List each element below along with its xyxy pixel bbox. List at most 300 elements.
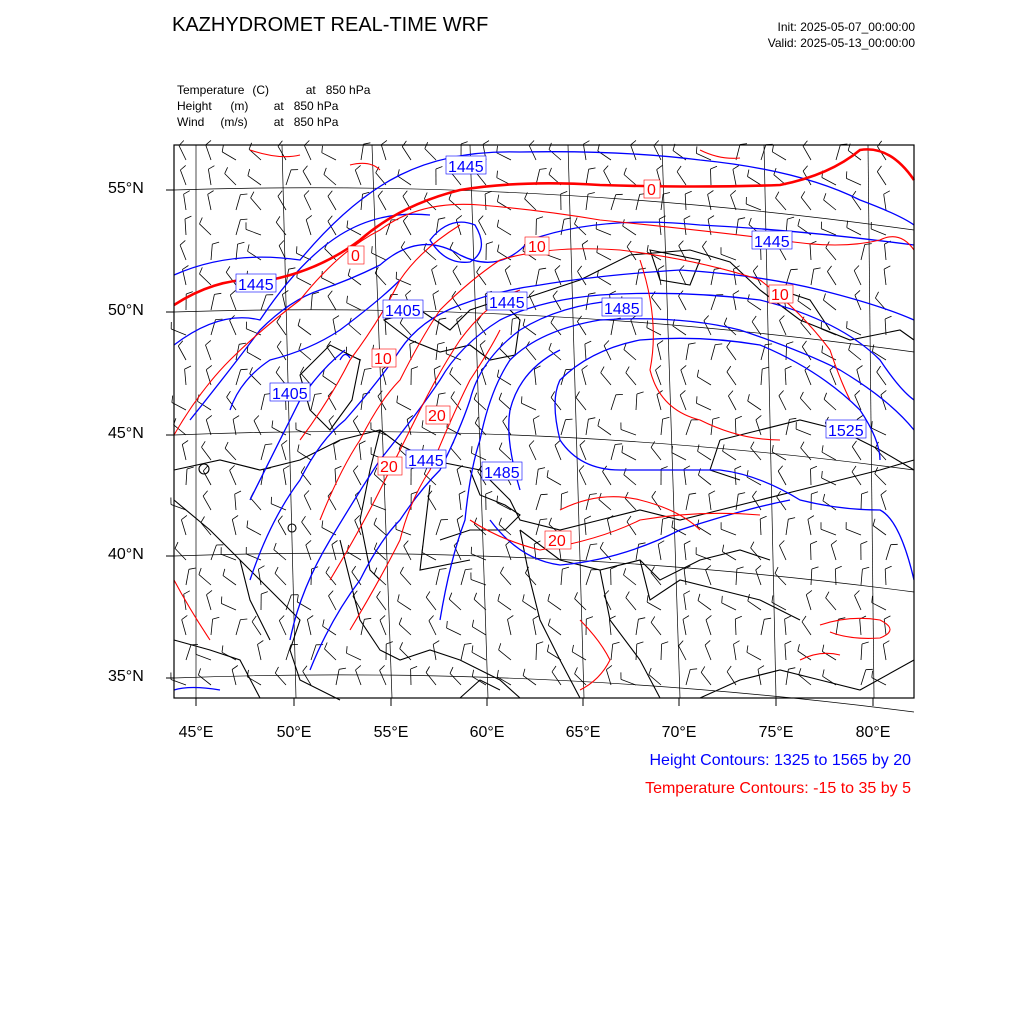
wind-barb-flag xyxy=(381,140,387,144)
wind-barb-flag xyxy=(652,491,656,497)
wind-barb xyxy=(425,149,436,160)
wind-barb xyxy=(374,524,386,535)
wind-barb xyxy=(449,599,461,610)
wind-barb-flag xyxy=(537,642,544,644)
variable-level: at 850 hPa xyxy=(305,83,371,97)
wind-barb xyxy=(624,575,637,585)
wind-barb xyxy=(426,673,436,686)
wind-barb xyxy=(808,519,811,535)
variable-name: Height xyxy=(177,99,212,113)
wind-barb xyxy=(734,644,737,660)
wind-barb xyxy=(472,652,486,660)
wind-barb xyxy=(711,345,715,360)
height-label: 1445 xyxy=(408,453,444,470)
wind-barb-flag xyxy=(555,265,560,270)
wind-barb-flag xyxy=(862,567,869,569)
wind-barb xyxy=(830,370,836,385)
wind-barb-flag xyxy=(881,490,887,494)
wind-barb xyxy=(881,495,886,510)
wind-barb xyxy=(586,570,591,585)
wind-barb-flag xyxy=(216,319,223,320)
wind-barb xyxy=(258,569,261,585)
wind-barb-flag xyxy=(549,518,552,525)
wind-barb-flag xyxy=(722,545,723,552)
wind-barb-flag xyxy=(335,466,341,469)
wind-barb xyxy=(599,500,611,510)
wind-barb-flag xyxy=(697,396,698,403)
wind-barb-flag xyxy=(552,666,556,672)
wind-barb xyxy=(625,498,636,510)
height-label: 1445 xyxy=(238,277,274,294)
wind-barb-flag xyxy=(727,366,731,372)
wind-barb-flag xyxy=(182,441,188,445)
wind-barb xyxy=(175,548,186,560)
wind-barb-flag xyxy=(547,470,548,477)
wind-barb-flag xyxy=(523,319,525,326)
wind-barb-flag xyxy=(252,616,256,622)
wind-barb xyxy=(311,394,315,410)
wind-barb xyxy=(258,644,262,660)
wind-barb-flag xyxy=(855,290,860,295)
wind-barb-flag xyxy=(386,642,393,644)
wind-barb-flag xyxy=(208,191,214,195)
temperature-contours xyxy=(174,149,914,690)
wind-barb-flag xyxy=(348,269,350,276)
wind-barb-flag xyxy=(562,492,569,494)
wind-barb xyxy=(586,545,590,560)
wind-barb-flag xyxy=(208,166,214,170)
wind-barb-flag xyxy=(779,541,784,546)
wind-barb xyxy=(586,169,589,185)
wind-barb-flag xyxy=(239,343,246,344)
wind-barb-flag xyxy=(411,666,418,669)
wind-barb-flag xyxy=(661,467,668,470)
wind-barb xyxy=(181,520,186,535)
wind-barb xyxy=(575,224,587,235)
wind-barb xyxy=(207,595,212,610)
wind-barb-flag xyxy=(697,370,698,377)
wind-barb xyxy=(611,445,615,461)
wind-barb xyxy=(758,669,761,685)
wind-barb-flag xyxy=(762,367,769,369)
wind-barb-flag xyxy=(453,266,457,272)
variable-name: Wind xyxy=(177,115,205,129)
wind-barb-flag xyxy=(184,591,190,594)
wind-barb-flag xyxy=(679,241,684,246)
wind-barb xyxy=(798,651,811,660)
wind-barb-flag xyxy=(275,567,278,573)
wind-barb xyxy=(279,621,286,636)
wind-barb xyxy=(302,522,311,535)
wind-barb xyxy=(579,471,586,486)
wind-barb xyxy=(261,295,266,310)
wind-barb xyxy=(748,601,761,610)
wind-barb xyxy=(686,344,689,360)
lon-label-70e: 70°E xyxy=(661,724,697,741)
wind-barb-flag xyxy=(323,619,325,626)
wind-barb xyxy=(727,672,736,685)
wind-barb-flag xyxy=(738,218,745,220)
wind-barb-flag xyxy=(885,566,891,569)
wind-barb xyxy=(347,303,361,310)
wind-barb-flag xyxy=(339,668,346,669)
wind-barb xyxy=(624,350,636,360)
wind-barb xyxy=(457,470,461,486)
wind-barb-flag xyxy=(852,441,856,447)
wind-barb xyxy=(827,272,836,286)
wind-barb-flag xyxy=(663,417,670,419)
wind-barb xyxy=(298,326,311,336)
wind-barb-flag xyxy=(276,366,280,372)
wind-barb-flag xyxy=(706,615,711,619)
wind-barb-flag xyxy=(865,244,872,245)
wind-barb-flag xyxy=(798,644,800,651)
wind-barb-flag xyxy=(561,191,568,194)
wind-barb-flag xyxy=(456,215,462,219)
wind-barb xyxy=(679,246,686,260)
wind-barb-flag xyxy=(201,517,205,523)
wind-barb xyxy=(802,622,811,635)
wind-barb-flag xyxy=(823,494,825,501)
wind-barb xyxy=(847,328,861,335)
lon-label-50e: 50°E xyxy=(276,724,312,741)
wind-barb-flag xyxy=(223,569,225,576)
wind-barb-flag xyxy=(472,670,473,677)
wind-barb xyxy=(332,545,336,561)
wind-barb-flag xyxy=(212,242,219,244)
init-time: Init: 2025-05-07_00:00:00 xyxy=(777,20,915,34)
wind-barb-flag xyxy=(806,590,812,594)
wind-barb-flag xyxy=(214,293,221,294)
wind-barb-flag xyxy=(251,192,254,198)
wind-barb xyxy=(261,394,265,410)
wind-barb xyxy=(585,519,586,535)
wind-barb xyxy=(871,229,886,235)
wind-barb-flag xyxy=(711,166,718,169)
wind-barb-flag xyxy=(637,392,644,394)
wind-barb-flag xyxy=(328,191,332,196)
wind-barb xyxy=(355,170,361,185)
wind-barb xyxy=(831,545,836,560)
wind-barb-flag xyxy=(429,616,434,621)
wind-barb xyxy=(254,421,261,435)
wind-barb xyxy=(451,448,461,460)
wind-barb xyxy=(886,545,891,560)
wind-barb xyxy=(523,601,536,610)
wind-barb-flag xyxy=(824,193,826,200)
temperature-label: 10 xyxy=(771,287,789,304)
wind-barb-flag xyxy=(497,171,498,178)
wind-barb-flag xyxy=(303,166,308,171)
wind-barb-flag xyxy=(872,596,873,603)
wind-barb-flag xyxy=(289,268,296,269)
wind-barb xyxy=(586,495,590,511)
wind-barb-flag xyxy=(447,621,448,628)
wind-barb-flag xyxy=(862,492,869,494)
temperature-label: 0 xyxy=(351,248,360,265)
wind-barb xyxy=(706,570,711,585)
wind-barb-flag xyxy=(626,592,630,598)
wind-barb-flag xyxy=(663,193,670,195)
wind-barb-flag xyxy=(852,466,856,472)
wind-barb xyxy=(225,448,236,460)
wind-barb xyxy=(877,172,886,185)
wind-barb-flag xyxy=(233,416,239,420)
wind-barb-flag xyxy=(202,441,206,447)
wind-barb-flag xyxy=(326,567,330,573)
wind-barb xyxy=(756,420,761,435)
wind-barb xyxy=(359,444,361,460)
wind-barb-flag xyxy=(272,421,273,428)
wind-barb xyxy=(553,296,561,310)
wind-barb xyxy=(500,349,511,360)
wind-barb-flag xyxy=(586,617,593,619)
wind-barb xyxy=(596,229,611,235)
wind-barb xyxy=(381,145,386,160)
wind-barb-flag xyxy=(884,266,890,269)
wind-barb xyxy=(761,619,764,635)
wind-barb-flag xyxy=(734,641,740,645)
wind-barb-flag xyxy=(657,165,663,169)
wind-barb xyxy=(361,394,363,410)
wind-barb xyxy=(702,247,711,261)
wind-barb-flag xyxy=(172,396,173,403)
wind-barb-flag xyxy=(329,416,334,421)
wind-barb xyxy=(306,545,311,560)
wind-barb xyxy=(796,429,811,435)
wind-barb xyxy=(709,494,711,510)
wind-barb-flag xyxy=(600,542,603,548)
wind-barb-flag xyxy=(609,616,615,619)
wind-barb xyxy=(410,344,411,360)
wind-barb xyxy=(311,294,312,310)
wind-barb xyxy=(325,649,337,660)
wind-barb-flag xyxy=(662,642,669,644)
wind-barb xyxy=(436,569,440,585)
wind-barb xyxy=(826,248,836,260)
wind-barb-flag xyxy=(304,491,309,496)
wind-barb-flag xyxy=(328,291,332,297)
variable-name: Temperature xyxy=(177,83,245,97)
wind-barb-flag xyxy=(279,241,284,246)
variable-level: at 850 hPa xyxy=(273,115,339,129)
wind-barb-flag xyxy=(249,143,252,150)
wind-barb-flag xyxy=(758,666,764,670)
wind-barb xyxy=(778,471,786,485)
wind-barb xyxy=(776,198,787,210)
wind-barb xyxy=(658,544,661,560)
wind-barb xyxy=(706,620,711,635)
wind-barb-flag xyxy=(812,567,819,569)
wind-barb xyxy=(208,169,211,185)
wind-barb-flag xyxy=(731,190,736,195)
wind-barb xyxy=(852,472,861,485)
wind-barb xyxy=(801,197,811,210)
wind-barb xyxy=(246,229,261,235)
wind-barb xyxy=(511,319,512,335)
wind-barb-flag xyxy=(684,216,690,219)
wind-barb xyxy=(453,271,461,285)
wind-barb xyxy=(604,346,611,360)
wind-barb-flag xyxy=(352,566,356,572)
wind-barb xyxy=(735,419,736,435)
wind-barb xyxy=(450,673,461,685)
wind-barb xyxy=(811,544,812,560)
wind-barb xyxy=(624,475,636,485)
wind-barb xyxy=(855,595,862,610)
wind-barb-flag xyxy=(254,416,259,421)
wind-barb xyxy=(232,519,236,535)
wind-barb xyxy=(436,520,441,535)
wind-barb-flag xyxy=(377,591,381,597)
wind-barb-flag xyxy=(877,366,881,372)
wind-barb xyxy=(735,469,736,485)
wind-barb-flag xyxy=(250,367,253,373)
wind-barb xyxy=(786,419,789,435)
wind-barb-flag xyxy=(601,367,604,373)
wind-barb-flag xyxy=(175,542,178,548)
wind-barb-flag xyxy=(322,521,323,528)
wind-barb-flag xyxy=(776,192,779,198)
wind-barb xyxy=(810,244,811,260)
wind-barb xyxy=(211,619,213,635)
wind-barb-flag xyxy=(638,618,645,620)
wind-barb xyxy=(884,269,886,285)
wind-barb xyxy=(525,199,536,210)
wind-barb-flag xyxy=(248,244,250,251)
wind-barb-flag xyxy=(862,642,869,644)
wind-barb xyxy=(547,477,561,485)
wind-barb-flag xyxy=(378,191,383,196)
wind-barb-flag xyxy=(778,466,783,471)
wind-barb xyxy=(500,573,511,585)
wind-barb xyxy=(698,601,711,610)
wind-barb-flag xyxy=(433,291,439,295)
wind-barb-flag xyxy=(713,417,720,419)
wind-barb-flag xyxy=(583,141,589,145)
wind-barb-flag xyxy=(549,143,551,150)
lon-label-55e: 55°E xyxy=(373,724,409,741)
wind-barb xyxy=(748,301,761,310)
wind-barb xyxy=(186,645,191,660)
wind-barb-flag xyxy=(578,266,582,272)
wind-barb xyxy=(686,420,691,435)
wind-barb-flag xyxy=(575,592,578,598)
wind-barb xyxy=(684,544,686,560)
wind-barb-flag xyxy=(753,266,758,271)
wind-barb-flag xyxy=(751,542,754,548)
wind-barb xyxy=(236,220,240,235)
wind-barb xyxy=(561,420,566,435)
wind-barb-flag xyxy=(533,616,539,620)
wind-barb-flag xyxy=(811,541,818,544)
wind-barb-flag xyxy=(580,440,585,445)
wind-barb-flag xyxy=(325,643,328,649)
wind-barb xyxy=(347,653,362,660)
wind-barb-flag xyxy=(803,166,808,171)
wind-barb xyxy=(883,644,886,660)
wind-barb-flag xyxy=(708,216,714,220)
wind-barb xyxy=(230,470,236,485)
wind-barb-flag xyxy=(222,145,223,152)
wind-barb xyxy=(180,170,186,185)
wind-barb xyxy=(196,654,211,660)
wind-barb xyxy=(811,569,812,585)
wind-barb xyxy=(785,644,786,660)
wind-barb-flag xyxy=(626,367,629,373)
wind-barb-flag xyxy=(198,668,200,675)
wind-barb xyxy=(561,569,562,585)
wind-barb xyxy=(823,300,836,310)
wind-barb xyxy=(677,172,686,185)
wind-barb xyxy=(499,650,511,660)
wind-barb-flag xyxy=(538,468,545,470)
wind-barb-flag xyxy=(701,666,705,672)
wind-barb xyxy=(380,670,386,685)
wind-barb-flag xyxy=(615,444,622,445)
wind-barb-flag xyxy=(733,166,739,170)
wind-barb-flag xyxy=(585,516,591,519)
wind-barb xyxy=(361,369,365,385)
wind-barb-flag xyxy=(472,620,473,627)
wind-barb xyxy=(508,619,512,635)
wind-barb-flag xyxy=(697,520,698,527)
wind-barb xyxy=(779,545,786,560)
wind-barb xyxy=(822,652,836,661)
wind-barb-flag xyxy=(347,221,348,228)
wind-barb xyxy=(347,228,361,236)
wind-barb-flag xyxy=(240,619,247,620)
wind-barb xyxy=(277,322,286,335)
wind-barb-flag xyxy=(355,165,360,170)
wind-barb-flag xyxy=(872,671,873,678)
wind-barb xyxy=(855,295,861,310)
wind-barb-flag xyxy=(738,493,745,495)
wind-barb-flag xyxy=(398,594,400,601)
wind-barb xyxy=(372,253,386,260)
wind-barb xyxy=(247,527,261,535)
wind-barb xyxy=(503,421,511,435)
wind-barb-flag xyxy=(861,541,868,544)
wind-barb xyxy=(697,377,711,385)
wind-barb-flag xyxy=(801,442,804,448)
wind-barb xyxy=(873,526,886,536)
wind-barb-flag xyxy=(347,646,348,653)
wind-barb-flag xyxy=(689,493,696,494)
wind-barb xyxy=(651,622,661,635)
wind-barb xyxy=(252,622,261,635)
wind-barb xyxy=(377,597,386,610)
wind-barb xyxy=(303,171,311,185)
wind-barb-flag xyxy=(539,268,546,269)
wind-barb xyxy=(386,220,391,235)
wind-barb xyxy=(472,453,487,460)
wind-barb xyxy=(679,296,687,310)
wind-barb xyxy=(185,369,186,385)
wind-barb xyxy=(636,544,639,560)
wind-barb-flag xyxy=(225,442,228,448)
wind-barb xyxy=(184,594,186,610)
wind-barb-flag xyxy=(585,341,591,344)
wind-barb xyxy=(402,147,411,160)
wind-barb-flag xyxy=(465,569,472,570)
wind-barb-flag xyxy=(278,191,282,196)
wind-barb xyxy=(422,427,436,435)
wind-barb-flag xyxy=(374,568,377,575)
wind-barb-flag xyxy=(582,241,588,245)
wind-barb-flag xyxy=(696,146,697,153)
height-label: 1445 xyxy=(754,234,790,251)
